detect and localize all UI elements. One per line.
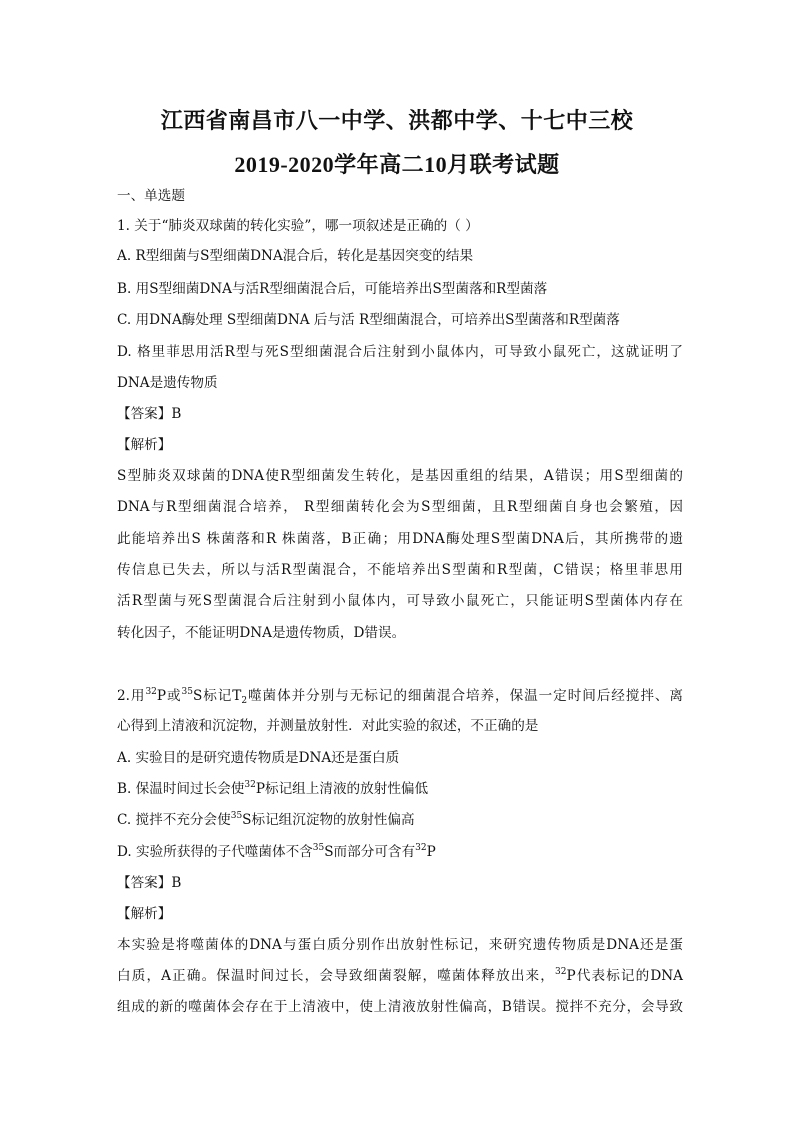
section-heading: 一、单选题 xyxy=(117,188,185,204)
q2-analysis-line xyxy=(117,966,683,986)
document-title-line2: 2019-2020学年高二10月联考试题 xyxy=(234,152,560,177)
q2-option-b-superscript: 32 xyxy=(244,780,256,790)
q1-analysis-line: DNA与R型细菌混合培养， R型细菌转化会为S型细菌，且R型细菌自身也会繁殖，因 xyxy=(117,499,683,515)
q2-stem-superscript: 32 xyxy=(145,687,157,697)
q1-option-d-continued: DNA是遗传物质 xyxy=(117,375,218,391)
q2-option-b xyxy=(117,779,683,799)
q1-analysis-line: S型肺炎双球菌的DNA使R型细菌发生转化，是基因重组的结果，A错误；用S型细菌的 xyxy=(117,468,683,484)
q2-stem-text: S标记T xyxy=(192,688,242,704)
q2-option-c-text: S标记组沉淀物的放射性偏高 xyxy=(242,812,415,828)
q1-analysis-label: 【解析】 xyxy=(117,437,172,453)
q2-stem-superscript: 35 xyxy=(181,687,193,697)
document-title-line1: 江西省南昌市八一中学、洪都中学、十七中三校 xyxy=(160,108,634,133)
q1-analysis-line: 活R型菌与死S型菌混合后注射到小鼠体内，可导致小鼠死亡，只能证明S型菌体内存在 xyxy=(117,593,683,609)
q2-analysis-superscript: 32 xyxy=(555,967,567,977)
q2-answer: 【答案】B xyxy=(117,875,182,891)
q2-option-d-superscript: 32 xyxy=(415,843,427,853)
q2-stem-text: 噬菌体并分别与无标记的细菌混合培养，保温一定时间后经搅拌、离 xyxy=(247,688,683,704)
q2-analysis-line: 本实验是将噬菌体的DNA与蛋白质分别作出放射性标记，来研究遗传物质是DNA还是蛋 xyxy=(117,937,683,953)
q1-analysis-line: 传信息已失去，所以与活R型菌混合，不能培养出S型菌和R型菌，C错误；格里菲思用 xyxy=(117,562,683,578)
q2-stem xyxy=(117,686,683,706)
q2-stem-text: 2.用 xyxy=(117,688,146,704)
q2-option-d xyxy=(117,842,683,862)
q2-option-a: A. 实验目的是研究遗传物质是DNA还是蛋白质 xyxy=(117,750,400,766)
q2-option-c xyxy=(117,810,683,830)
q1-option-c: C. 用DNA酶处理 S型细菌DNA 后与活 R型细菌混合，可培养出S型菌落和R型菌落 xyxy=(117,312,620,328)
q2-option-b-text: B. 保温时间过长会使 xyxy=(117,781,245,797)
q1-analysis-line: 此能培养出S 株菌落和R 株菌落，B正确；用DNA酶处理S型菌DNA后，其所携带的遗 xyxy=(117,531,683,547)
q2-analysis-line: 组成的新的噬菌体会存在于上清液中，使上清液放射性偏高，B错误。搅拌不充分，会导致 xyxy=(117,999,683,1015)
q1-answer: 【答案】B xyxy=(117,406,182,422)
q1-option-b: B. 用S型细菌DNA与活R型细菌混合后，可能培养出S型菌落和R型菌落 xyxy=(117,281,548,297)
q1-option-a: A. R型细菌与S型细菌DNA混合后，转化是基因突变的结果 xyxy=(117,248,474,264)
q2-option-b-text: P标记组上清液的放射性偏低 xyxy=(255,781,429,797)
q2-analysis-text: P代表标记的DNA xyxy=(566,968,683,984)
q1-option-d: D. 格里菲思用活R型与死S型细菌混合后注射到小鼠体内，可导致小鼠死亡，这就证明了 xyxy=(117,344,683,360)
q2-option-d-text: P xyxy=(426,844,436,860)
q2-option-d-text: S而部分可含有 xyxy=(324,844,416,860)
q1-analysis-line: 转化因子，不能证明DNA是遗传物质，D错误。 xyxy=(117,625,406,641)
q2-analysis-text: 白质，A正确。保温时间过长，会导致细菌裂解，噬菌体释放出来， xyxy=(117,968,556,984)
q2-option-d-text: D. 实验所获得的子代噬菌体不含 xyxy=(117,844,313,860)
q2-stem-subscript: 2 xyxy=(241,696,248,706)
q2-stem-text: P或 xyxy=(156,688,182,704)
q2-option-d-superscript: 35 xyxy=(312,843,325,853)
q2-option-c-text: C. 搅拌不充分会使 xyxy=(117,812,231,828)
q2-option-c-superscript: 35 xyxy=(230,811,243,821)
q2-analysis-label: 【解析】 xyxy=(117,906,172,922)
q2-stem-continued: 心得到上清液和沉淀物，并测量放射性．对此实验的叙述，不正确的是 xyxy=(117,718,539,734)
q1-stem: 1. 关于“肺炎双球菌的转化实验”，哪一项叙述是正确的（ ） xyxy=(117,218,479,234)
